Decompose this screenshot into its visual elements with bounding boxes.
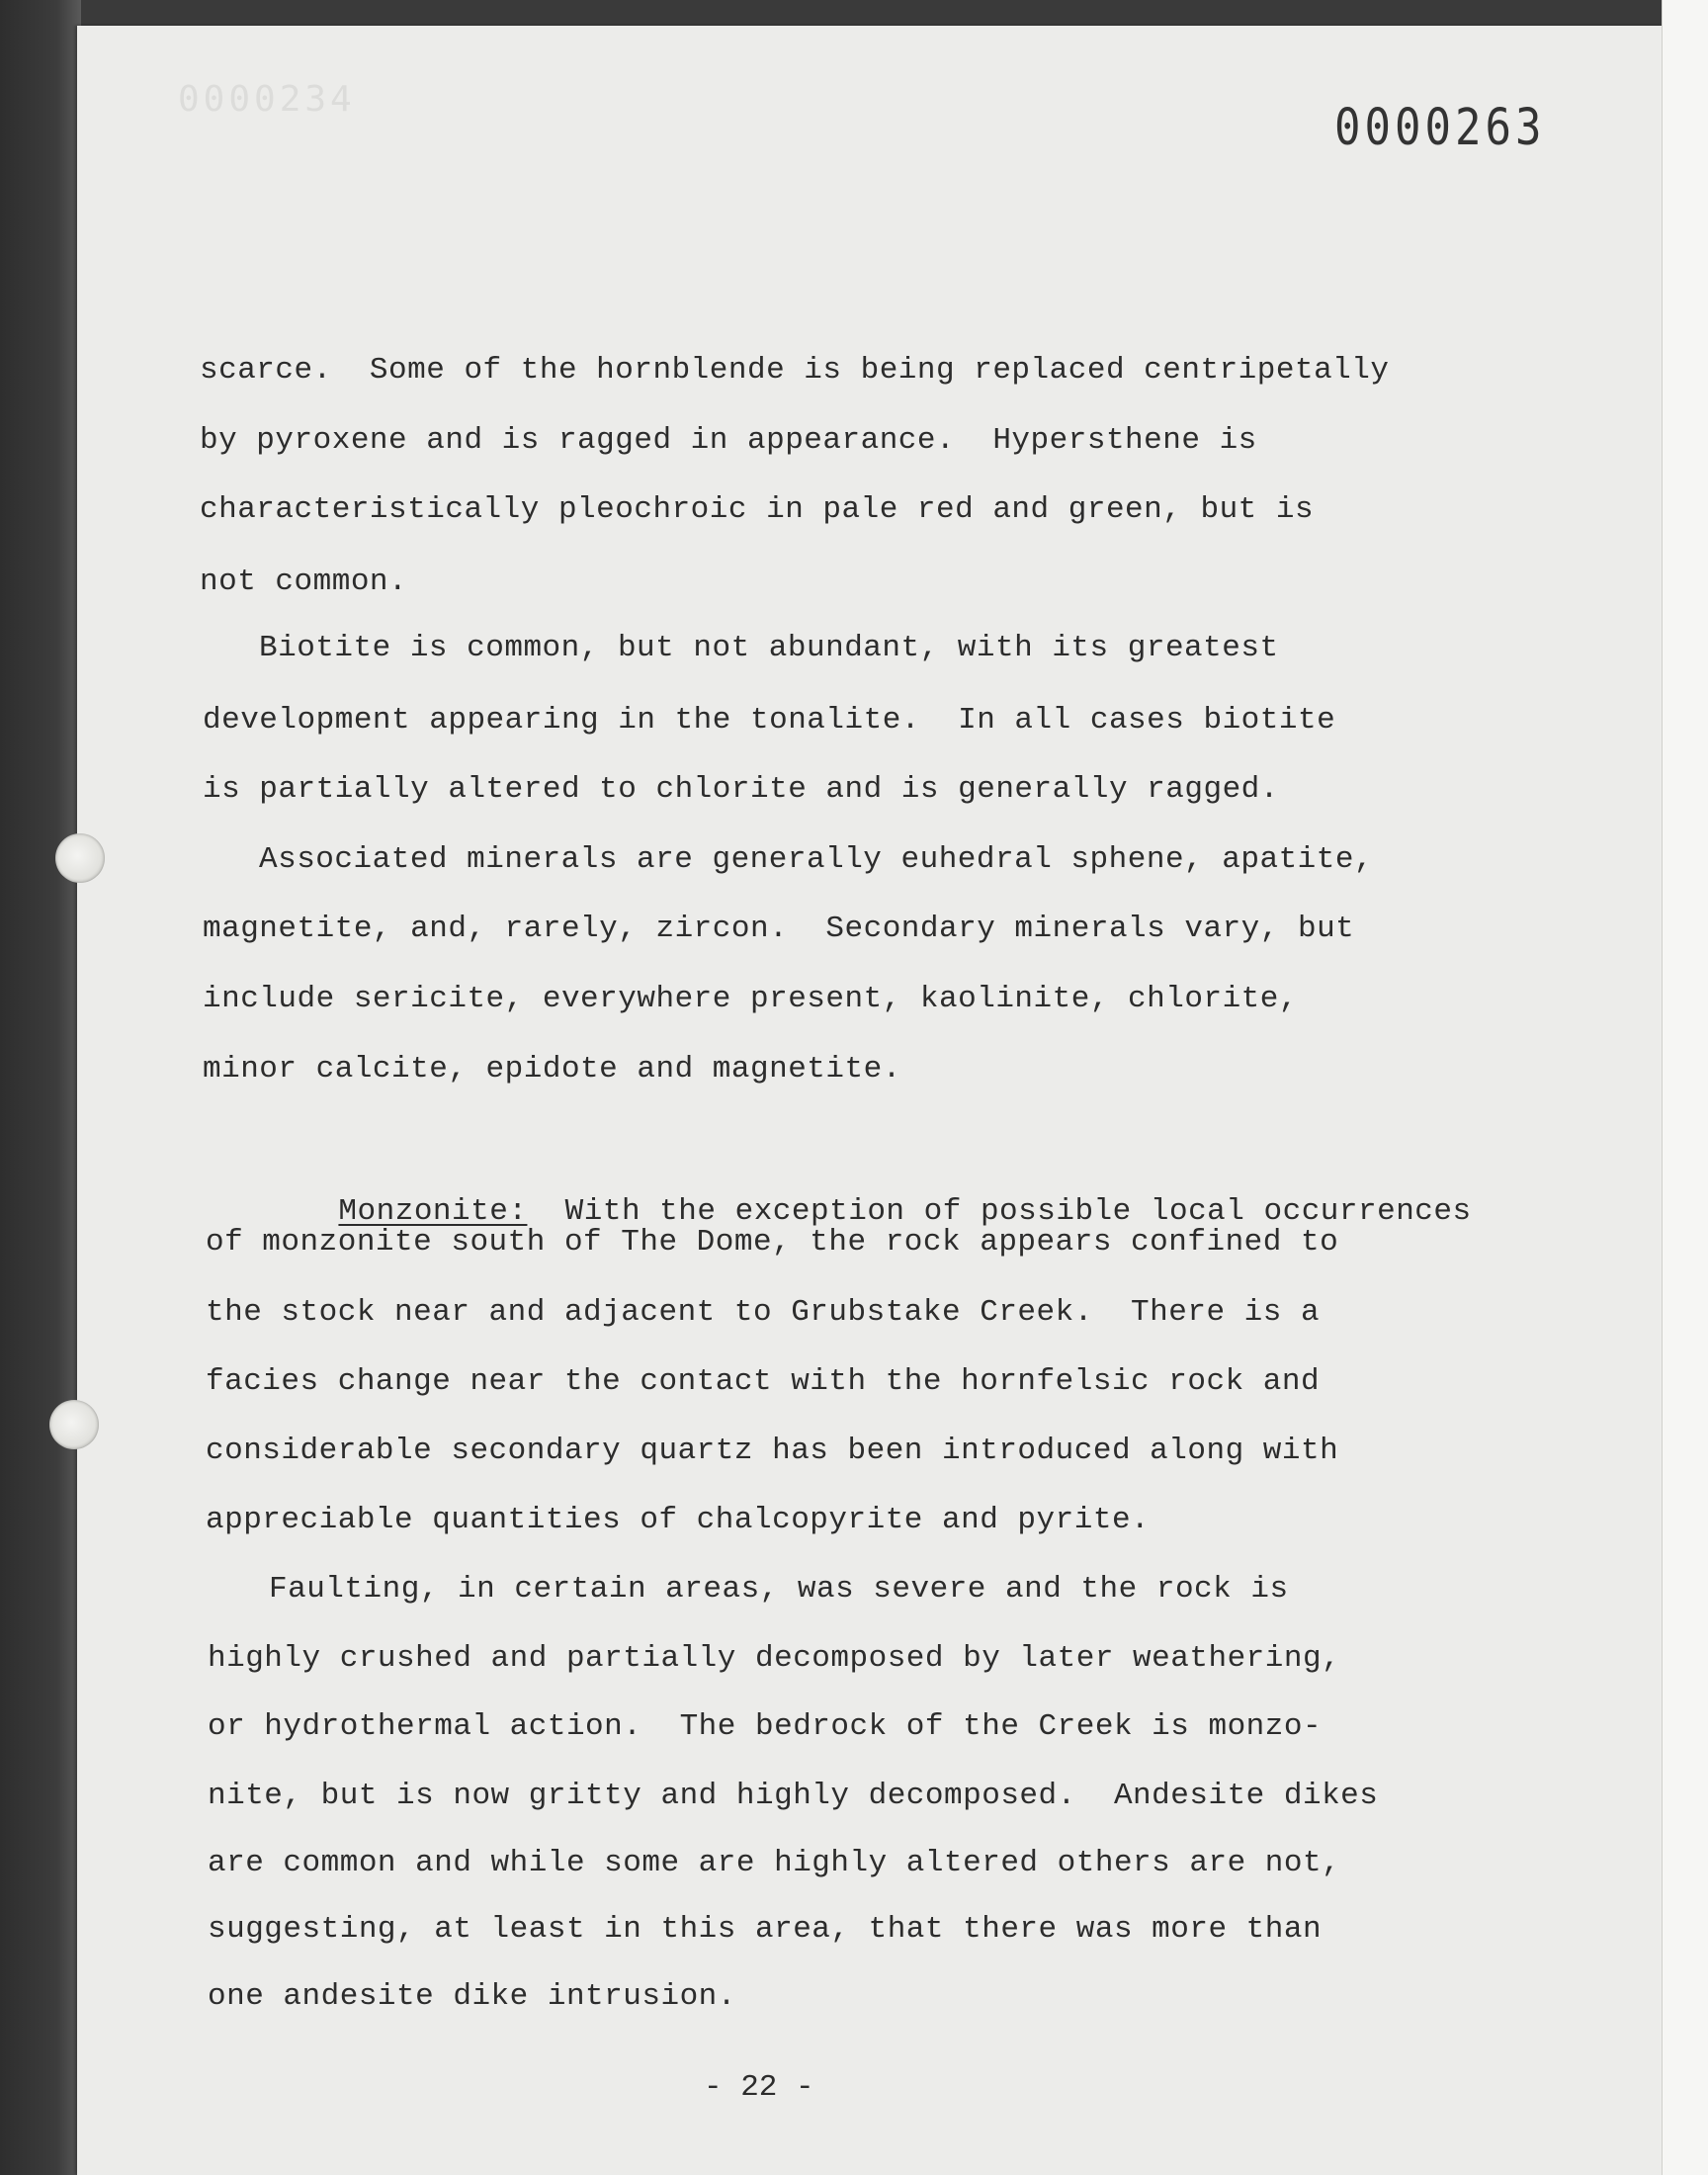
paragraph-2-line-3: is partially altered to chlorite and is generally ragged. [203, 772, 1279, 807]
paragraph-5-line-6: suggesting, at least in this area, that there was more than [208, 1912, 1323, 1947]
paragraph-2-line-1: Biotite is common, but not abundant, with its greatest [259, 631, 1279, 665]
paragraph-4-line-6: appreciable quantities of chalcopyrite and pyrite. [206, 1503, 1151, 1537]
paragraph-1-line-1: scarce. Some of the hornblende is being replaced centripetally [200, 353, 1390, 388]
paragraph-4-line-4: facies change near the contact with the hornfelsic rock and [206, 1364, 1321, 1399]
page-number: - 22 - [704, 2070, 814, 2105]
paragraph-5-line-1: Faulting, in certain areas, was severe and the rock is [269, 1572, 1289, 1607]
paragraph-3-line-1: Associated minerals are generally euhedral sphene, apatite, [259, 842, 1374, 877]
monzonite-heading: Monzonite: [338, 1194, 528, 1229]
paragraph-1-line-3: characteristically pleochroic in pale red and green, but is [200, 492, 1315, 527]
paragraph-5-line-3: or hydrothermal action. The bedrock of the Creek is monzo- [208, 1709, 1323, 1744]
monzonite-first-line-text: With the exception of possible local occurrences [564, 1194, 1472, 1229]
paragraph-5-line-4: nite, but is now gritty and highly decomposed. Andesite dikes [208, 1779, 1379, 1813]
paragraph-1-line-4: not common. [200, 565, 408, 599]
paragraph-3-line-2: magnetite, and, rarely, zircon. Secondary minerals vary, but [203, 912, 1355, 946]
paragraph-5-line-2: highly crushed and partially decomposed by later weathering, [208, 1641, 1341, 1676]
punch-hole-top [55, 833, 105, 883]
paragraph-4-line-3: the stock near and adjacent to Grubstake Creek. There is a [206, 1295, 1321, 1330]
paragraph-3-line-4: minor calcite, epidote and magnetite. [203, 1052, 901, 1087]
paragraph-1-line-2: by pyroxene and is ragged in appearance. Hypersthene is [200, 423, 1257, 458]
paragraph-3-line-3: include sericite, everywhere present, kaolinite, chlorite, [203, 982, 1298, 1016]
scanner-margin-strip [1662, 0, 1708, 2175]
paragraph-2-line-2: development appearing in the tonalite. In all cases biotite [203, 703, 1336, 738]
document-number-stamp: 0000263 [1334, 99, 1546, 157]
paragraph-5-line-7: one andesite dike intrusion. [208, 1979, 736, 2014]
paragraph-4-line-2: of monzonite south of The Dome, the rock appears confined to [206, 1225, 1339, 1260]
paragraph-4-line-5: considerable secondary quartz has been introduced along with [206, 1434, 1339, 1468]
bleed-through-number: 0000234 [178, 79, 356, 120]
paragraph-5-line-5: are common and while some are highly altered others are not, [208, 1846, 1341, 1880]
binder-edge-shadow [0, 0, 81, 2175]
punch-hole-bottom [49, 1400, 99, 1449]
